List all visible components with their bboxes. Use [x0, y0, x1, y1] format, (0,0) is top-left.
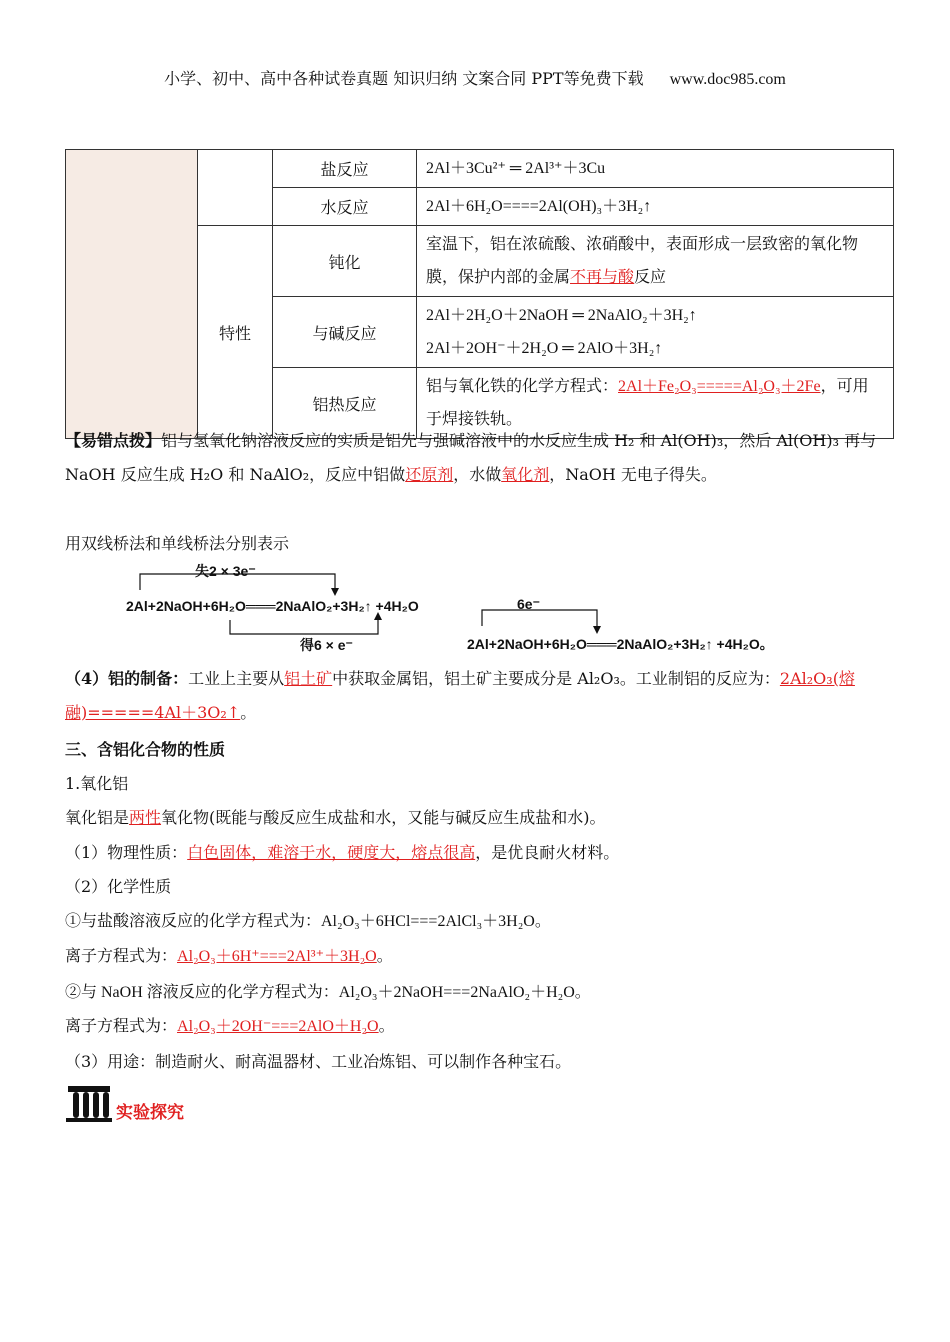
oxidizing-agent: 氧化剂 [501, 465, 550, 484]
chemical-properties-title: （2）化学性质 [65, 877, 172, 896]
bridge-intro: 用双线桥法和单线桥法分别表示 [65, 534, 290, 553]
naoh-equation-line: ②与 NaOH 溶液反应的化学方程式为：Al₂O₃＋2NaOH===2NaAlO₂＋H₂O。 [65, 984, 591, 1001]
single-bridge-label: 6e⁻ [517, 596, 540, 612]
reducing-agent: 还原剂 [405, 465, 454, 484]
lose-electrons-label: 失2 × 3e⁻ [195, 563, 256, 579]
physical-properties-line: （1）物理性质：白色固体，难溶于水，硬度大，熔点很高，是优良耐火材料。 [65, 843, 620, 862]
preparation-paragraph: （4）铝的制备：工业上主要从铝土矿中获取金属铝，铝土矿主要成分是 Al₂O₃。工业制铝的反应为：2Al₂O₃(熔融)=====4Al＋3O₂↑。 [65, 669, 855, 722]
salt-reaction-equation: 2Al＋3Cu²⁺ ═ 2Al³⁺＋3Cu [417, 150, 894, 188]
single-bridge-equation: 2Al+2NaOH+6H₂O═══2NaAlO₂+3H₂↑ +4H₂O。 [467, 636, 774, 652]
tip-label: 【易错点拨】 [65, 431, 162, 450]
category-cell-empty [198, 150, 273, 226]
water-reaction-equation: 2Al＋6H₂O====2Al(OH)₃＋3H₂↑ [417, 188, 894, 226]
page-header [0, 66, 950, 89]
ionic-equation-line-2: 离子方程式为：Al₂O₃＋2OH⁻===2AlO＋H₂O。 [65, 1018, 395, 1035]
thermite-description: 铝与氧化铁的化学方程式：2Al＋Fe₂O₃=====Al₂O₃＋2Fe，可用于焊接铁轨。 [417, 368, 894, 439]
ionic-equation-line-1: 离子方程式为：Al₂O₃＋6H⁺===2Al³⁺＋3H₂O。 [65, 948, 393, 965]
amphoteric-line: 氧化铝是两性氧化物(既能与酸反应生成盐和水，又能与碱反应生成盐和水)。 [65, 808, 606, 827]
double-bridge-equation: 2Al+2NaOH+6H₂O═══2NaAlO₂+3H₂↑ +4H₂O [126, 598, 419, 614]
header-url[interactable]: www.doc985.com [669, 71, 786, 88]
section-title: 三、含铝化合物的性质 [65, 740, 226, 759]
row-label: 与碱反应 [273, 297, 417, 368]
row-label: 盐反应 [273, 150, 417, 188]
gain-electrons-label: 得6 × e⁻ [300, 637, 353, 653]
preparation-label: （4）铝的制备： [65, 669, 189, 688]
test-tube-rack-icon [66, 1082, 112, 1124]
shaded-cell [66, 150, 198, 439]
single-bridge-diagram [470, 590, 670, 640]
passivation-description: 室温下，铝在浓硫酸、浓硝酸中，表面形成一层致密的氧化物膜，保护内部的金属不再与酸反应 [417, 226, 894, 297]
row-label: 钝化 [273, 226, 417, 297]
uses-line: （3）用途：制造耐火、耐高温器材、工业冶炼铝、可以制作各种宝石。 [65, 1052, 572, 1071]
hcl-equation-line: ①与盐酸溶液反应的化学方程式为：Al₂O₃＋6HCl===2AlCl₃＋3H₂O。 [65, 913, 551, 930]
properties-table [65, 149, 894, 439]
tip-paragraph: 【易错点拨】铝与氢氧化钠溶液反应的实质是铝先与强碱溶液中的水反应生成 H₂ 和 Al(OH)₃，然后 Al(OH)₃ 再与 NaOH 反应生成 H₂O 和 NaAlO₂，反应中铝做还原剂，水做氧化剂，NaOH 无电子得失。 [65, 431, 877, 484]
experiment-badge-text: 实验探究 [116, 1103, 184, 1123]
category-label: 特性 [198, 226, 273, 439]
row-label: 铝热反应 [273, 368, 417, 439]
header-text: 小学、初中、高中各种试卷真题 知识归纳 文案合同 PPT等免费下载 [164, 69, 644, 88]
row-label: 水反应 [273, 188, 417, 226]
alkali-reaction-equations: 2Al＋2H₂O＋2NaOH ═ 2NaAlO₂＋3H₂↑ 2Al＋2OH⁻＋2H₂O ═ 2AlO＋3H₂↑ [417, 297, 894, 368]
subsection-title: 1.氧化铝 [65, 774, 129, 793]
